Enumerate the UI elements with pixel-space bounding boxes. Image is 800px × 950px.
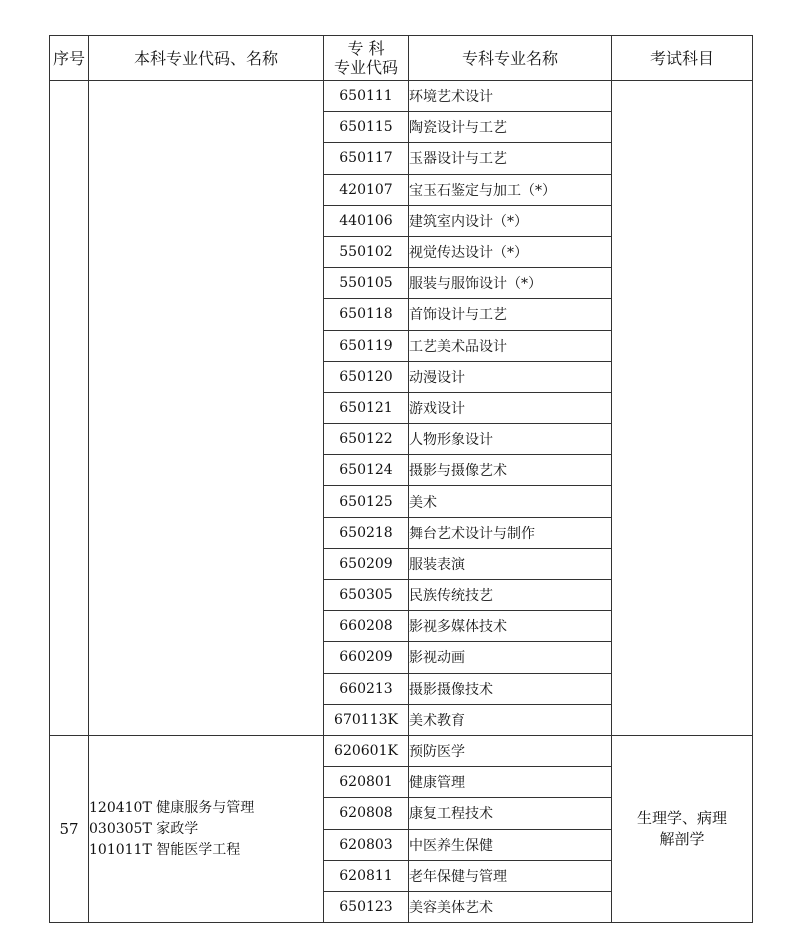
code-cell: 620808 <box>324 798 409 829</box>
group1-exam-cell <box>612 81 753 736</box>
code-cell: 620811 <box>324 860 409 891</box>
code-cell: 420107 <box>324 174 409 205</box>
name-cell: 动漫设计 <box>409 361 612 392</box>
code-cell: 650121 <box>324 392 409 423</box>
code-cell: 620803 <box>324 829 409 860</box>
name-cell: 康复工程技术 <box>409 798 612 829</box>
majors-table <box>49 35 753 923</box>
header-row <box>50 36 753 81</box>
name-cell: 服装表演 <box>409 548 612 579</box>
name-cell: 民族传统技艺 <box>409 580 612 611</box>
exam-subject-line: 生理学、病理 <box>636 809 727 827</box>
name-cell: 影视动画 <box>409 642 612 673</box>
name-cell: 服装与服饰设计（*） <box>409 268 612 299</box>
header-bachelor: 本科专业代码、名称 <box>89 36 324 81</box>
header-seq: 序号 <box>50 36 89 81</box>
code-cell: 650218 <box>324 517 409 548</box>
code-cell: 650124 <box>324 455 409 486</box>
code-cell: 650117 <box>324 143 409 174</box>
name-cell: 老年保健与管理 <box>409 860 612 891</box>
code-cell: 650209 <box>324 548 409 579</box>
exam-subject-line: 解剖学 <box>659 830 705 848</box>
code-cell: 650120 <box>324 361 409 392</box>
code-cell: 650122 <box>324 424 409 455</box>
header-code <box>324 36 409 81</box>
name-cell: 陶瓷设计与工艺 <box>409 112 612 143</box>
name-cell: 游戏设计 <box>409 392 612 423</box>
bachelor-major: 120410T 健康服务与管理 <box>89 799 255 816</box>
code-cell: 660213 <box>324 673 409 704</box>
table-row <box>50 735 753 766</box>
header-code-line2: 专业代码 <box>333 58 398 77</box>
group2-exam-cell <box>612 735 753 922</box>
group2-bachelor-cell <box>89 735 324 922</box>
name-cell: 美容美体艺术 <box>409 891 612 922</box>
name-cell: 美术 <box>409 486 612 517</box>
header-exam: 考试科目 <box>612 36 753 81</box>
name-cell: 人物形象设计 <box>409 424 612 455</box>
code-cell: 650123 <box>324 891 409 922</box>
name-cell: 中医养生保健 <box>409 829 612 860</box>
code-cell: 670113K <box>324 704 409 735</box>
code-cell: 650111 <box>324 81 409 112</box>
bachelor-major: 101011T 智能医学工程 <box>89 841 241 858</box>
name-cell: 首饰设计与工艺 <box>409 299 612 330</box>
code-cell: 660209 <box>324 642 409 673</box>
code-cell: 620601K <box>324 735 409 766</box>
code-cell: 550105 <box>324 268 409 299</box>
name-cell: 摄影与摄像艺术 <box>409 455 612 486</box>
name-cell: 舞台艺术设计与制作 <box>409 517 612 548</box>
code-cell: 620801 <box>324 767 409 798</box>
name-cell: 视觉传达设计（*） <box>409 236 612 267</box>
table-row <box>50 81 753 112</box>
name-cell: 预防医学 <box>409 735 612 766</box>
name-cell: 工艺美术品设计 <box>409 330 612 361</box>
name-cell: 建筑室内设计（*） <box>409 205 612 236</box>
name-cell: 健康管理 <box>409 767 612 798</box>
code-cell: 660208 <box>324 611 409 642</box>
code-cell: 650118 <box>324 299 409 330</box>
code-cell: 650115 <box>324 112 409 143</box>
group2-seq-cell: 57 <box>50 735 89 922</box>
code-cell: 550102 <box>324 236 409 267</box>
group1-bachelor-cell <box>89 81 324 736</box>
name-cell: 影视多媒体技术 <box>409 611 612 642</box>
name-cell: 美术教育 <box>409 704 612 735</box>
header-name: 专科专业名称 <box>409 36 612 81</box>
code-cell: 650125 <box>324 486 409 517</box>
code-cell: 650119 <box>324 330 409 361</box>
group1-seq-cell <box>50 81 89 736</box>
name-cell: 摄影摄像技术 <box>409 673 612 704</box>
code-cell: 440106 <box>324 205 409 236</box>
header-code-line1: 专 科 <box>347 39 385 58</box>
name-cell: 环境艺术设计 <box>409 81 612 112</box>
name-cell: 玉器设计与工艺 <box>409 143 612 174</box>
code-cell: 650305 <box>324 580 409 611</box>
bachelor-major: 030305T 家政学 <box>89 820 199 837</box>
name-cell: 宝玉石鉴定与加工（*） <box>409 174 612 205</box>
